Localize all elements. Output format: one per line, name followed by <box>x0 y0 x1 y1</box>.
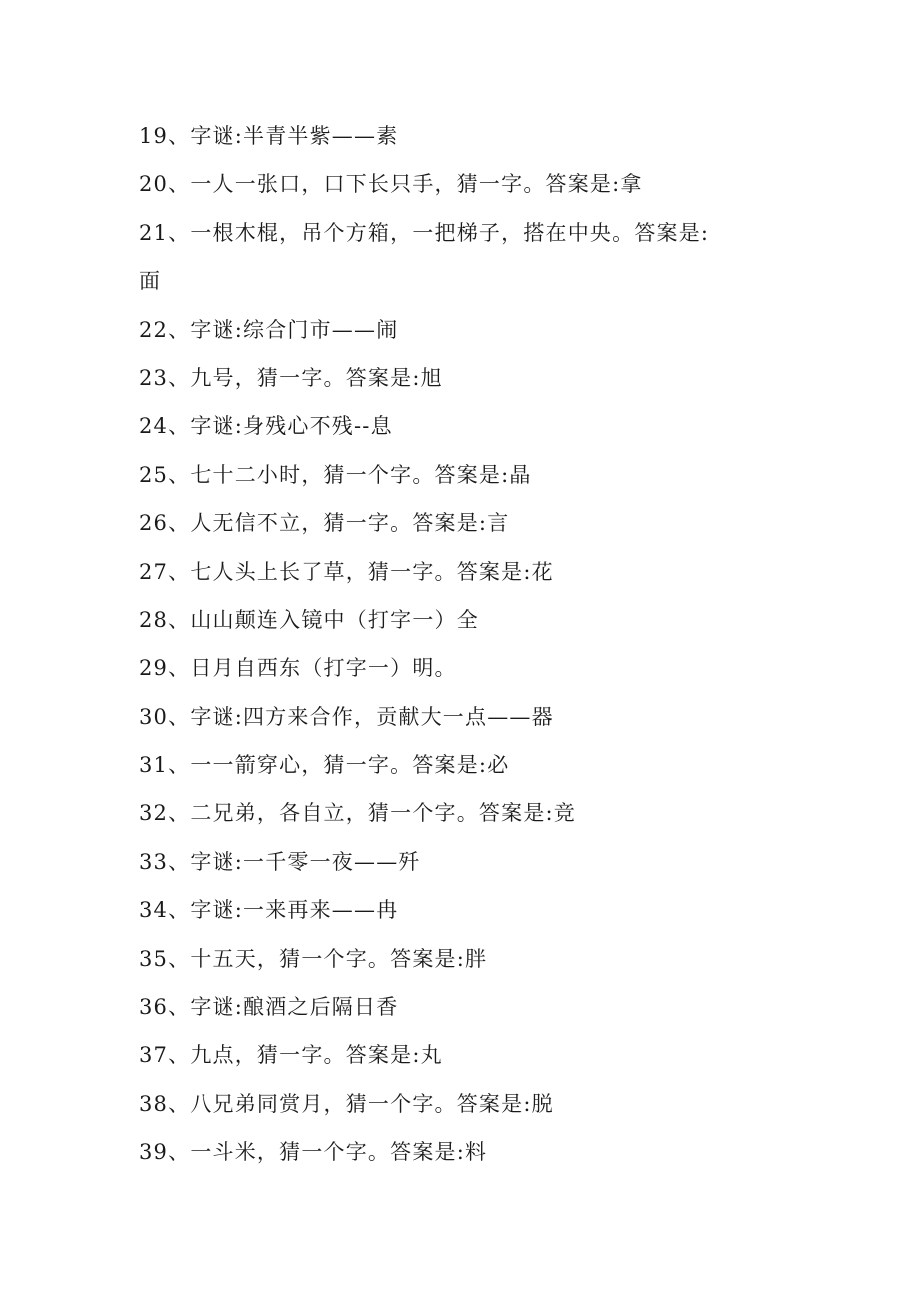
riddle-item-23: 23、九号，猜一字。答案是:旭 <box>139 365 443 390</box>
riddle-item-31: 31、一一箭穿心，猜一字。答案是:必 <box>139 753 510 778</box>
riddle-item-28: 28、山山颠连入镜中（打字一）全 <box>139 607 479 632</box>
riddle-list <box>139 112 799 1177</box>
riddle-item-21: 21、一根木棍，吊个方箱，一把梯子，搭在中央。答案是: <box>139 220 710 245</box>
riddle-item-39: 39、一斗米，猜一个字。答案是:料 <box>139 1140 488 1165</box>
riddle-item-26: 26、人无信不立，猜一字。答案是:言 <box>139 511 510 536</box>
riddle-item-29: 29、日月自西东（打字一）明。 <box>139 656 457 681</box>
riddle-item-33: 33、字谜:一千零一夜——歼 <box>139 849 421 874</box>
riddle-item-22: 22、字谜:综合门市——闹 <box>139 317 399 342</box>
riddle-item-24: 24、字谜:身残心不残--息 <box>139 414 393 439</box>
riddle-item-30: 30、字谜:四方来合作，贡献大一点——器 <box>139 704 554 729</box>
riddle-item-36: 36、字谜:酿酒之后隔日香 <box>139 995 399 1020</box>
riddle-item-35: 35、十五天，猜一个字。答案是:胖 <box>139 946 488 971</box>
riddle-item-19: 19、字谜:半青半紫——素 <box>139 124 399 148</box>
riddle-item-27: 27、七人头上长了草，猜一字。答案是:花 <box>139 559 554 584</box>
riddle-item-37: 37、九点，猜一字。答案是:丸 <box>139 1043 443 1068</box>
riddle-item-32: 32、二兄弟，各自立，猜一个字。答案是:竞 <box>139 801 576 826</box>
riddle-item-21-continuation: 面 <box>139 269 162 294</box>
riddle-item-38: 38、八兄弟同赏月，猜一个字。答案是:脱 <box>139 1091 554 1116</box>
riddle-item-34: 34、字谜:一来再来——冉 <box>139 898 399 923</box>
riddle-item-20: 20、一人一张口，口下长只手，猜一字。答案是:拿 <box>139 172 643 197</box>
riddle-item-25: 25、七十二小时，猜一个字。答案是:晶 <box>139 462 532 487</box>
